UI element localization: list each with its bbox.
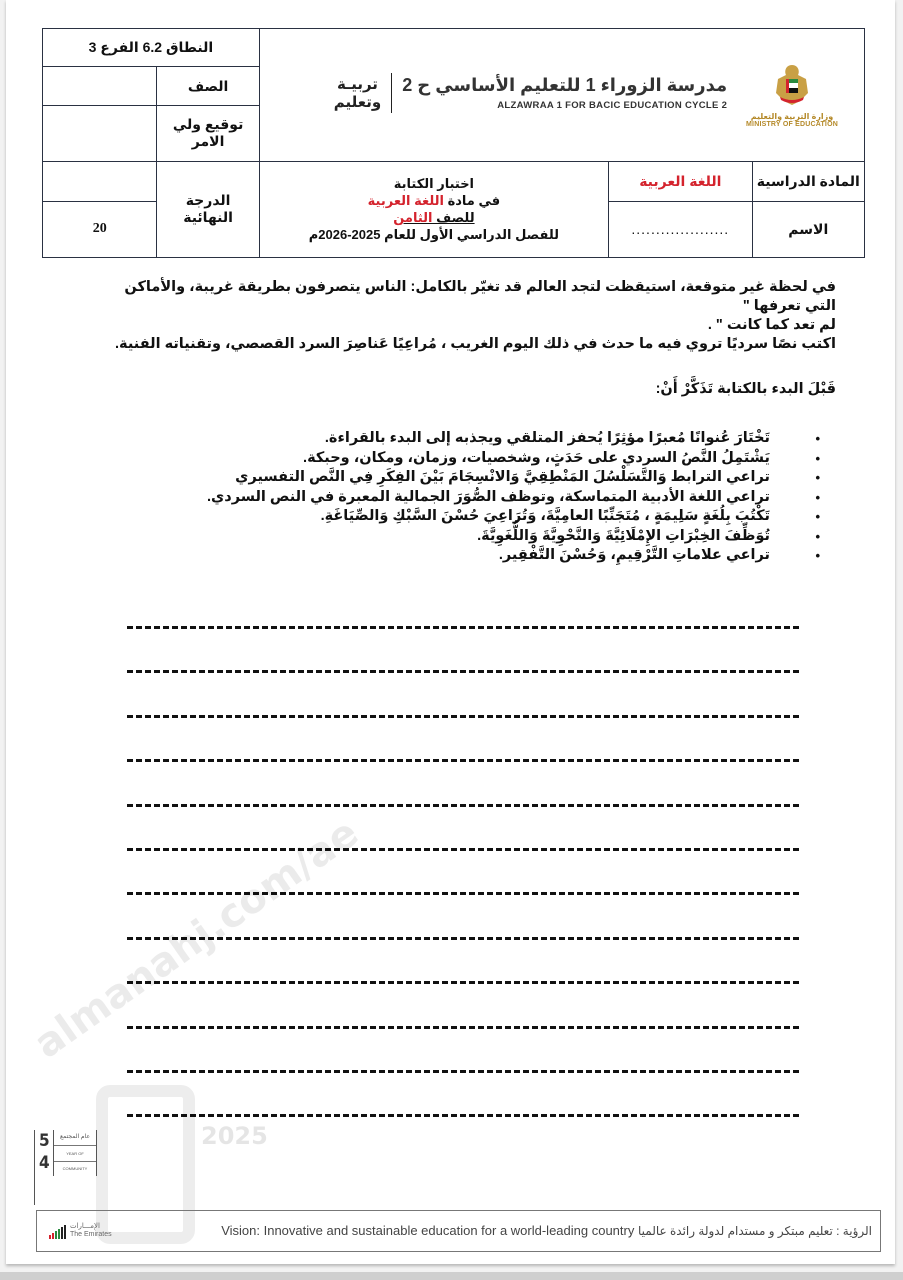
badge-digit-bottom: 4 xyxy=(39,1153,50,1173)
answer-line[interactable] xyxy=(127,848,799,892)
exam-page xyxy=(6,0,895,1264)
school-name-en: ALZAWRAA 1 FOR BACIC EDUCATION CYCLE 2 xyxy=(497,100,728,111)
school-name-ar: مدرسة الزوراء 1 للتعليم الأساسي ح 2 xyxy=(402,75,728,95)
bullet-icon: • xyxy=(815,548,820,563)
name-label: الاسم xyxy=(752,201,864,257)
name-field[interactable]: .................... xyxy=(609,201,753,257)
answer-line[interactable] xyxy=(127,1114,799,1158)
answer-line[interactable] xyxy=(127,1026,799,1070)
dashed-rule xyxy=(127,670,799,673)
answer-line[interactable] xyxy=(127,759,799,803)
answer-line[interactable] xyxy=(127,670,799,714)
answer-line[interactable] xyxy=(127,892,799,936)
dashed-rule xyxy=(127,848,799,851)
subject-label: المادة الدراسية xyxy=(752,161,864,201)
answer-line[interactable] xyxy=(127,715,799,759)
exam-subject: اللغة العربية xyxy=(367,193,444,209)
guideline-item: • يَشْتَمِلُ النَّصُ السردي على حَدَثٍ، وشخصيات، وزمان، ومكان، وحبكة. xyxy=(106,449,770,469)
school-logo xyxy=(334,73,727,113)
guideline-item: • تراعي علاماتِ التَّرْقِيمِ، وَحُسْنَ التَّفْقِير. xyxy=(106,546,770,566)
dashed-rule xyxy=(127,804,799,807)
ministry-logo xyxy=(742,63,842,128)
vision-statement xyxy=(221,1223,872,1238)
dashed-rule xyxy=(127,892,799,895)
answer-line[interactable] xyxy=(127,1070,799,1114)
viewer-bottom-strip xyxy=(0,1272,903,1280)
dashed-rule xyxy=(127,626,799,629)
logo-divider xyxy=(391,73,392,113)
answer-lines[interactable] xyxy=(127,626,799,1159)
vision-footer xyxy=(36,1210,881,1252)
vision-en: Vision: Innovative and sustainable education for a world-leading country xyxy=(221,1223,635,1238)
guideline-item: • تُوَظِّفَ الخِبْرَاتِ الإِمْلَائِيَّةَ وَالنَّحْوِيَّةَ وَاللُّغَوِيَّةَ. xyxy=(106,527,770,547)
writing-prompt xyxy=(106,278,836,566)
badge-label-ar: عام المجتمع xyxy=(54,1130,96,1146)
the-emirates-logo xyxy=(49,1223,112,1239)
guideline-item: • تراعي اللغة الأدبية المتماسكة، وتوظف الصُّوَرَ الجمالية المعبرة في النص السردي. xyxy=(106,488,770,508)
class-label: الصف xyxy=(157,67,259,106)
bullet-icon: • xyxy=(815,509,820,524)
final-grade-label: الدرجة النهائية xyxy=(157,161,259,257)
guideline-item: • تَخْتَارَ عُنوانًا مُعبرًا مؤثِرًا يُحفز المتلقي ويجذبه إلى البدء بالقراءة. xyxy=(106,429,770,449)
final-grade-value: 20 xyxy=(43,201,157,257)
ministry-name-en: MINISTRY OF EDUCATION xyxy=(746,121,838,128)
emirates-name-en: The Emirates xyxy=(70,1231,112,1238)
emirates-name-ar: الإمـــارات xyxy=(70,1223,100,1230)
scenario-line-2: لم تعد كما كانت " . xyxy=(707,317,836,333)
tarbiya-wordmark: تربيـة وتعليم xyxy=(333,75,382,111)
guardian-signature-label: توقيع ولي الامر xyxy=(157,106,259,161)
header-table xyxy=(42,28,865,258)
guardian-signature-field[interactable] xyxy=(43,106,157,161)
subject-value: اللغة العربية xyxy=(609,161,753,201)
vision-ar: الرؤية : تعليم مبتكر و مستدام لدولة رائدة عالميا xyxy=(637,1224,872,1238)
guidelines-list xyxy=(106,429,836,566)
year-of-community-badge xyxy=(34,1130,91,1205)
emirates-bars-icon xyxy=(49,1225,66,1239)
range-branch: النطاق 6.2 الفرع 3 xyxy=(43,29,260,67)
dashed-rule xyxy=(127,937,799,940)
exam-title: اختبار الكتابة في مادة اللغة العربية للصف الثامن للفصل الدراسي الأول للعام 2025-2026م xyxy=(259,161,608,257)
answer-line[interactable] xyxy=(127,937,799,981)
bullet-icon: • xyxy=(815,470,820,485)
badge-label-en: YEAR OF COMMUNITY xyxy=(54,1146,96,1162)
class-field[interactable] xyxy=(43,67,157,106)
badge-digit-top: 5 xyxy=(39,1131,50,1151)
guideline-item: • تراعي الترابط وَالتَّسَلْسُلَ المَنْطِقِيَّ وَالانْسِجَامَ بَيْنَ الفِكَرِ فِي النَّص التفسيري xyxy=(106,468,770,488)
dashed-rule xyxy=(127,1026,799,1029)
answer-line[interactable] xyxy=(127,626,799,670)
dashed-rule xyxy=(127,1070,799,1073)
score-blank[interactable] xyxy=(43,161,157,201)
bullet-icon: • xyxy=(815,450,820,466)
bullet-icon: • xyxy=(815,489,820,505)
guideline-item: • تَكْتُبَ بِلُغَةٍ سَلِيمَةٍ ، مُتَجَنِّبًا العامِيَّةَ، وَتُرَاعِيَ حُسْنَ السَّبْكِ وَالصِّيَاغَةِ. xyxy=(106,507,770,527)
answer-line[interactable] xyxy=(127,804,799,848)
bullet-icon: • xyxy=(815,528,820,544)
dashed-rule xyxy=(127,981,799,984)
bullet-icon: • xyxy=(815,431,820,446)
watermark-site: almanahj.com/ae xyxy=(26,809,367,1068)
uae-emblem-icon xyxy=(772,63,812,107)
remember-heading: قَبْلَ البدء بالكتابة تَذَكَّرْ أَنْ: xyxy=(655,381,836,397)
dashed-rule xyxy=(127,759,799,762)
watermark-year: 2025 xyxy=(201,1122,268,1150)
dashed-rule xyxy=(127,715,799,718)
answer-line[interactable] xyxy=(127,981,799,1025)
exam-grade: الثامن xyxy=(393,210,433,226)
task-instruction: اكتب نصًا سرديًا تروي فيه ما حدث في ذلك اليوم الغريب ، مُراعِيًا عَناصِرَ السرد القصصي، وتقنياته الفنية. xyxy=(115,336,836,352)
ministry-name-ar: وزارة التربية والتعليم xyxy=(750,112,834,121)
scenario-line-1: في لحظة غير متوقعة، استيقظت لتجد العالم قد تغيّر بالكامل: الناس يتصرفون بطريقة غريبة، والأماكن التي تعرفها " xyxy=(124,279,836,314)
dashed-rule xyxy=(127,1114,799,1117)
school-banner xyxy=(259,29,864,162)
